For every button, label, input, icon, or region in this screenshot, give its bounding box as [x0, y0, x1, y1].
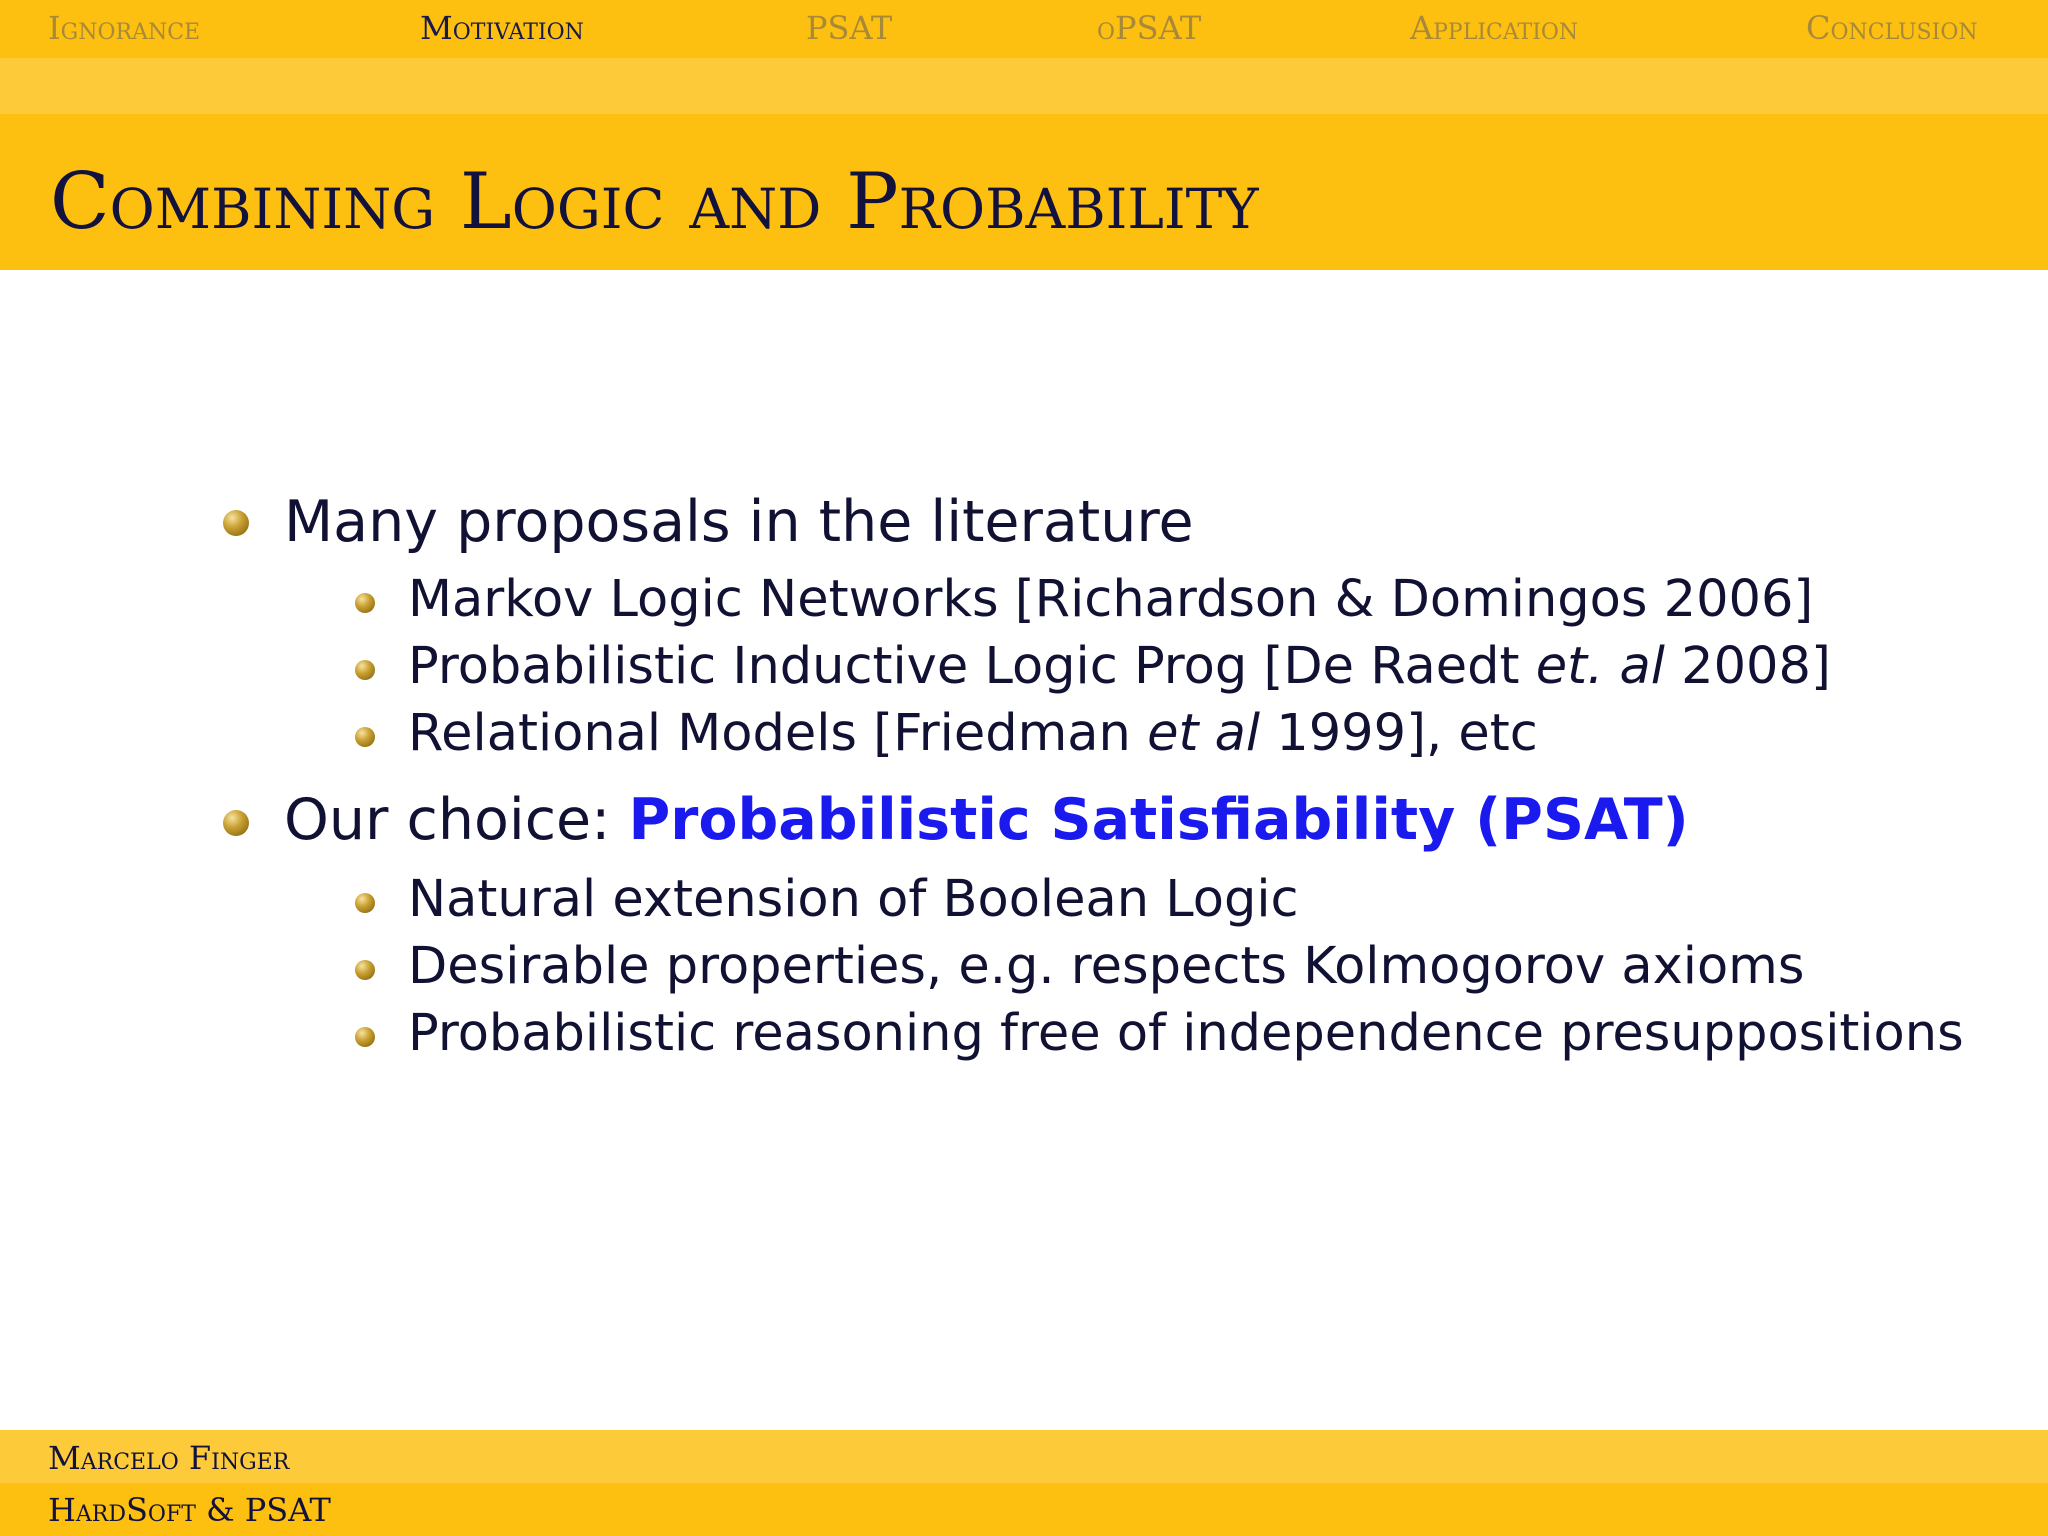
- nav-item-psat[interactable]: PSAT: [806, 9, 893, 47]
- bullet-ball-icon: [223, 810, 249, 836]
- footer-short-title: HardSoft & PSAT: [48, 1491, 331, 1529]
- sub-bullet-text: 1999], etc: [1260, 704, 1538, 763]
- nav-item-motivation[interactable]: Motivation: [420, 9, 584, 47]
- nav-item-ignorance[interactable]: Ignorance: [48, 9, 201, 47]
- bullet-ball-icon: [223, 510, 249, 536]
- sub-bullet-ball-icon: [355, 727, 375, 747]
- nav-item-opsat[interactable]: oPSAT: [1097, 9, 1202, 47]
- section-navigation-bar: [0, 0, 2048, 58]
- sub-bullet-ball-icon: [355, 893, 375, 913]
- bullet-item: [284, 788, 1689, 852]
- slide-title: Combining Logic and Probability: [50, 157, 1259, 247]
- sub-bullet-item: Markov Logic Networks [Richardson & Domingos 2006]: [408, 570, 1814, 629]
- sub-bullet-ball-icon: [355, 960, 375, 980]
- sub-bullet-item: [408, 705, 1538, 763]
- nav-item-application[interactable]: Application: [1410, 9, 1579, 47]
- sub-bullet-item: Desirable properties, e.g. respects Kolmogorov axioms: [408, 937, 1805, 996]
- sub-bullet-text: Probabilistic Inductive Logic Prog [De Raedt: [408, 637, 1536, 696]
- footer-author-bar: [0, 1430, 2048, 1483]
- sub-bullet-text: 2008]: [1664, 637, 1831, 696]
- subsection-bar: [0, 58, 2048, 114]
- sub-bullet-text: Relational Models [Friedman: [408, 704, 1148, 763]
- sub-bullet-item: Probabilistic reasoning free of independence presuppositions: [408, 1004, 1964, 1063]
- sub-bullet-ball-icon: [355, 660, 375, 680]
- sub-bullet-italic: et al: [1147, 704, 1261, 763]
- sub-bullet-item: [408, 638, 1831, 696]
- sub-bullet-italic: et. al: [1535, 637, 1665, 696]
- sub-bullet-ball-icon: [355, 593, 375, 613]
- nav-item-conclusion[interactable]: Conclusion: [1806, 9, 1978, 47]
- sub-bullet-item: Natural extension of Boolean Logic: [408, 870, 1299, 929]
- bullet-item: Many proposals in the literature: [284, 489, 1194, 555]
- footer-author: Marcelo Finger: [48, 1439, 290, 1477]
- psat-highlight: Probabilistic Satisfiability (PSAT): [628, 787, 1689, 853]
- bullet-text: Our choice:: [284, 787, 629, 853]
- sub-bullet-ball-icon: [355, 1027, 375, 1047]
